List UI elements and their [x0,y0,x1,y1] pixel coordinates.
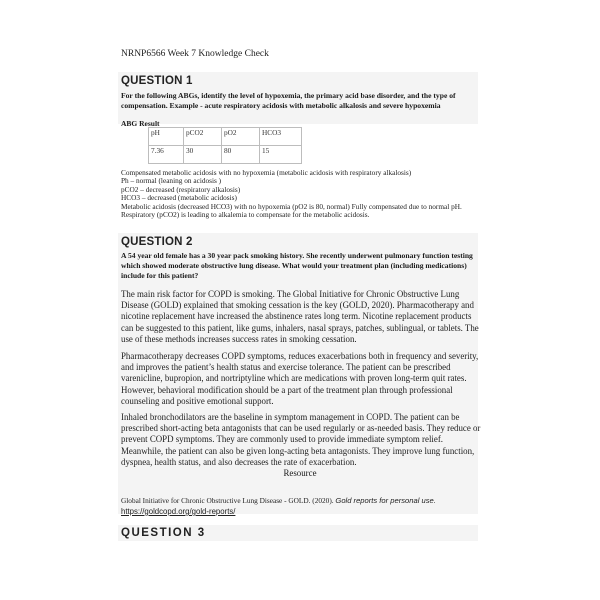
answer-line: Compensated metabolic acidosis with no hypoxemia (metabolic acidosis with respiratory alkalosis) [121,168,412,177]
question-2-prompt [121,251,476,282]
abg-result-label: ABG Result [121,119,160,128]
answer-paragraph-2: Pharmacotherapy decreases COPD symptoms, reduces exacerbations both in frequency and severity, and improves the patient’s health status and exercise tolerance. The patient can be prescribed varenicline, bupropion, and nortriptyline which are medications with proven long-term quit rates. However, behavioral modification should be a part of the treatment plan through professional counseling and positive emotional support. [121,351,479,406]
answer-paragraph-3: Inhaled bronchodilators are the baseline in symptom management in COPD. The patient can be prescribed short-acting beta antagonists that can be used regularly or as-needed basis. They reduce or prevent COPD symptoms. They are commonly used to provide immediate symptom relief. Meanwhile, the patient can also be given long-acting beta antagonists. They improve lung function, dyspnea, health status, and also decreases the rate of exacerbation. [121,412,481,467]
question-1-prompt-line: compensation. Example - acute respiratory acidosis with metabolic alkalosis and severe hypoxemia [121,101,441,111]
question-1-prompt [121,91,476,111]
answer-line: Metabolic acidosis (decreased HCO3) with no hypoxemia (pO2 is 80, normal) Fully compensated due to normal pH. [121,201,462,211]
question-2-prompt-line: include for this patient? [121,271,199,281]
answer-line: HCO3 – decreased (metabolic acidosis) [121,193,237,203]
abg-table [148,127,302,164]
answer-line: Ph – normal (leaning on acidosis ) [121,176,222,186]
answer-line: pCO2 – decreased (respiratory alkalosis) [121,184,241,194]
document-title: NRNP6566 Week 7 Knowledge Check [121,49,269,59]
abg-value-row [149,146,302,164]
abg-header-cell: HCO3 [260,128,302,146]
abg-value-cell: 30 [184,146,222,164]
reference-title: Gold reports for personal use. [335,496,436,505]
reference-text: Global Initiative for Chronic Obstructive Lung Disease - GOLD. (2020). [121,496,336,505]
reference-link[interactable]: https://goldcopd.org/gold-reports/ [121,507,236,516]
abg-value-cell: 15 [260,146,302,164]
abg-value-cell: 7.36 [149,146,184,164]
question-1-heading: QUESTION 1 [121,75,193,87]
question-2-prompt-line: which showed moderate obstructive lung disease. What would your treatment plan (including medications) [121,261,467,271]
question-2-prompt-line: A 54 year old female has a 30 year pack smoking history. She recently underwent pulmonary function testing [121,251,473,260]
resource-heading: Resource [283,468,317,478]
question-2-heading: QUESTION 2 [121,236,193,248]
answer-line: Respiratory (pCO2) is leading to alkalemia to compensate for the metabolic acidosis. [121,210,370,220]
abg-header-row [149,128,302,146]
question-1-answer [121,169,462,219]
question-3-heading: QUESTION 3 [121,527,206,539]
abg-header-cell: pH [149,128,184,146]
abg-value-cell: 80 [222,146,260,164]
reference-citation [121,495,481,517]
abg-header-cell: pO2 [222,128,260,146]
answer-paragraph-1: The main risk factor for COPD is smoking. The Global Initiative for Chronic Obstructive Lung Disease (GOLD) explained that smoking cessation is the key (GOLD, 2020). Pharmacotherapy and nicotine replacement have increased the abstinence rates long term. Nicotine replacement products can be suggested to this patient, like gums, inhalers, nasal sprays, patches, sublingual, or tablets. The use of these methods increases success rates in smoking cessation. [121,289,479,344]
question-1-prompt-line: For the following ABGs, identify the level of hypoxemia, the primary acid base disorder, and the type of [121,91,456,100]
abg-header-cell: pCO2 [184,128,222,146]
